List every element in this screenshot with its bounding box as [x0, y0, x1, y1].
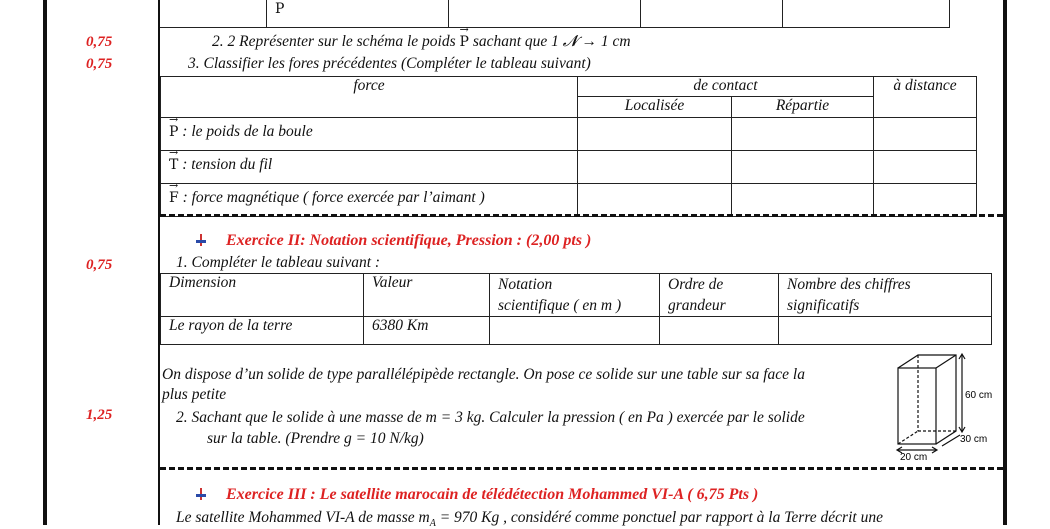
bullet-icon — [196, 234, 206, 246]
score-ex2-q1: 0,75 — [86, 257, 113, 273]
header-ordre: Ordre de grandeur — [660, 274, 779, 317]
header-repartie: Répartie — [732, 97, 874, 118]
header-contact: de contact — [578, 77, 874, 97]
header-dimension: Dimension — [161, 274, 364, 317]
notation-table — [160, 273, 992, 345]
exercise-2-q2-line1: 2. Sachant que le solide à une masse de m = 3 kg. Calculer la pression ( en Pa ) exercée par le solide — [176, 409, 805, 426]
dim-width: 20 cm — [900, 452, 928, 462]
dim-height: 60 cm — [965, 390, 993, 401]
exercise-2-q1: 1. Compléter le tableau suivant : — [176, 254, 381, 271]
header-valeur: Valeur — [364, 274, 490, 317]
table-row: → F : force magnétique ( force exercée par l’aimant ) — [161, 184, 977, 217]
score-q3: 0,75 — [86, 56, 113, 72]
header-chiffres: Nombre des chiffres significatifs — [779, 274, 992, 317]
top-table — [160, 0, 950, 28]
header-notation: Notation scientifique ( en m ) — [490, 274, 660, 317]
page-border-left — [43, 0, 47, 525]
page-border-right — [1003, 0, 1007, 525]
exercise-2-q2-line2: sur la table. (Prendre g = 10 N/kg) — [207, 430, 424, 447]
question-3: 3. Classifier les fores précédentes (Compléter le tableau suivant) — [188, 55, 591, 72]
table-row: Le rayon de la terre 6380 Km — [161, 317, 992, 345]
exercise-2-intro-line1: On dispose d’un solide de type parallélépipède rectangle. On pose ce solide sur une table sur sa face la — [162, 366, 805, 383]
header-localisee: Localisée — [578, 97, 732, 118]
force-table — [160, 76, 977, 217]
header-distance: à distance — [874, 77, 977, 118]
table-row: → P : le poids de la boule — [161, 118, 977, 151]
exercise-2-intro-line2: plus petite — [162, 386, 227, 403]
exercise-3-text: Le satellite Mohammed VI-A de masse $m_A = 970$ Kg , considéré comme ponctuel par rapport à la Terre décrit une — [176, 509, 883, 529]
vector-p: → P — [275, 1, 284, 17]
score-ex2-q2: 1,25 — [86, 407, 113, 423]
question-2-2: 2. 2 Représenter sur le schéma le poids → P sachant que 1 𝓝 → 1 cm — [212, 33, 631, 51]
header-force: force — [161, 77, 578, 118]
exercise-2-title: Exercice II: Notation scientifique, Pression : (2,00 pts ) — [226, 232, 592, 249]
table-row: → T : tension du fil — [161, 151, 977, 184]
dim-depth: 30 cm — [960, 434, 988, 445]
section-divider — [160, 214, 1003, 217]
exercise-3-title: Exercice III : Le satellite marocain de télédétection Mohammed VI-A ( 6,75 Pts ) — [226, 486, 759, 503]
score-q2-2: 0,75 — [86, 34, 113, 50]
bullet-icon — [196, 488, 206, 500]
parallelepiped-figure — [880, 350, 1002, 462]
section-divider — [160, 467, 1003, 470]
